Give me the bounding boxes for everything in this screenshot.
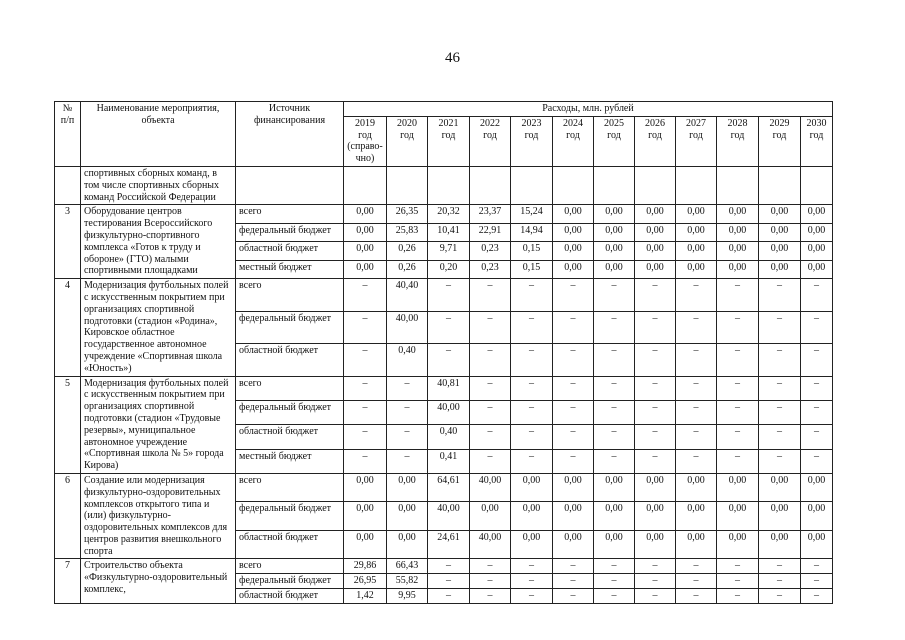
expense-value: 0,00 (759, 205, 801, 223)
expense-value: 0,00 (511, 530, 553, 559)
expense-value: – (428, 559, 470, 574)
expense-value: – (594, 574, 635, 589)
funding-source: областной бюджет (236, 589, 344, 604)
expense-value: – (717, 425, 759, 449)
item-number: 3 (55, 205, 81, 279)
funding-source: федеральный бюджет (236, 311, 344, 343)
expense-value: – (717, 589, 759, 604)
header-year: 2030 год (801, 116, 833, 166)
expense-value: – (594, 311, 635, 343)
expense-value: – (511, 559, 553, 574)
expense-value: – (470, 589, 511, 604)
expense-value: – (635, 344, 676, 376)
expense-value: 0,00 (717, 205, 759, 223)
item-name: Создание или модернизация физкультурно-оздоровительных комплексов открытого типа и (или) физкультурно-оздоровительных комплексов для центров развития внешкольного спорта (81, 473, 236, 559)
expense-value: 26,95 (344, 574, 387, 589)
expense-value: – (470, 279, 511, 311)
expense-value: 0,00 (801, 260, 833, 278)
expense-value: – (553, 400, 594, 424)
expense-value: 0,00 (387, 530, 428, 559)
expense-value: 0,00 (717, 242, 759, 260)
expense-value: – (676, 425, 717, 449)
expense-value: 1,42 (344, 589, 387, 604)
expense-value: 14,94 (511, 223, 553, 241)
expense-value: 0,00 (801, 242, 833, 260)
expense-value: – (676, 400, 717, 424)
expense-value: – (759, 574, 801, 589)
expense-value: – (801, 574, 833, 589)
expense-value: 0,00 (676, 260, 717, 278)
empty-cell (801, 166, 833, 204)
expense-value: 9,71 (428, 242, 470, 260)
item-name: Строительство объекта «Физкультурно-оздоровительный комплекс, (81, 559, 236, 603)
expense-value: 55,82 (387, 574, 428, 589)
expense-value: – (553, 574, 594, 589)
expense-value: 0,00 (594, 242, 635, 260)
header-year: 2029 год (759, 116, 801, 166)
expense-value: 0,00 (676, 473, 717, 502)
expense-value: – (676, 449, 717, 473)
expense-value: – (594, 344, 635, 376)
empty-cell (594, 166, 635, 204)
expense-value: – (553, 589, 594, 604)
expense-value: 0,00 (344, 205, 387, 223)
expense-value: 0,00 (717, 260, 759, 278)
header-year: 2028 год (717, 116, 759, 166)
expense-value: – (470, 400, 511, 424)
expense-value: 25,83 (387, 223, 428, 241)
funding-source: всего (236, 559, 344, 574)
expense-value: – (635, 559, 676, 574)
table-row (55, 559, 833, 574)
expense-value: – (594, 559, 635, 574)
expense-value: 0,26 (387, 260, 428, 278)
expense-value: 0,00 (553, 260, 594, 278)
expense-value: 0,00 (553, 473, 594, 502)
expense-value: 0,00 (801, 530, 833, 559)
item-name: Модернизация футбольных полей с искусственным покрытием при организациях спортивной подготовки (стадион «Трудовые резервы», муниципальное автономное учреждение «Спортивная школа № 5» города Кирова) (81, 376, 236, 473)
item-name: Модернизация футбольных полей с искусственным покрытием при организациях спортивной подготовки (стадион «Родина», Кировское областное государственное автономное учреждение «Спортивная школа «Юность») (81, 279, 236, 376)
expense-value: – (594, 376, 635, 400)
expense-value: – (428, 279, 470, 311)
expense-value: 40,00 (470, 530, 511, 559)
expense-value: – (635, 279, 676, 311)
empty-cell (387, 166, 428, 204)
expense-value: 0,00 (759, 502, 801, 531)
expense-value: – (511, 574, 553, 589)
item-number: 6 (55, 473, 81, 559)
expense-value: – (511, 344, 553, 376)
expense-value: – (387, 376, 428, 400)
expense-value: – (553, 311, 594, 343)
header-num: № п/п (55, 102, 81, 167)
expense-value: – (635, 425, 676, 449)
expense-value: – (344, 425, 387, 449)
expense-value: – (511, 449, 553, 473)
expense-value: – (717, 279, 759, 311)
expense-value: – (635, 574, 676, 589)
expense-value: 0,00 (717, 530, 759, 559)
expense-value: – (470, 311, 511, 343)
funding-source: всего (236, 473, 344, 502)
expense-value: 9,95 (387, 589, 428, 604)
expense-value: 64,61 (428, 473, 470, 502)
expense-value: – (387, 449, 428, 473)
expense-value: 0,00 (676, 205, 717, 223)
expense-value: 0,23 (470, 260, 511, 278)
expenses-table (54, 101, 833, 604)
expense-value: – (553, 449, 594, 473)
table-body (55, 166, 833, 603)
table-row (55, 376, 833, 400)
expense-value: – (344, 279, 387, 311)
header-year: 2021 год (428, 116, 470, 166)
expense-value: 0,00 (553, 502, 594, 531)
continuation-row (55, 166, 833, 204)
expense-value: – (717, 559, 759, 574)
expense-value: – (470, 449, 511, 473)
expense-value: 0,00 (635, 223, 676, 241)
item-number: 7 (55, 559, 81, 603)
expense-value: – (635, 589, 676, 604)
expense-value: – (759, 425, 801, 449)
expense-value: 0,00 (594, 205, 635, 223)
header-name: Наименование мероприятия, объекта (81, 102, 236, 167)
empty-cell (236, 166, 344, 204)
expense-value: 0,00 (344, 473, 387, 502)
expense-value: – (635, 400, 676, 424)
item-number: 5 (55, 376, 81, 473)
expense-value: – (635, 311, 676, 343)
empty-cell (759, 166, 801, 204)
funding-source: всего (236, 376, 344, 400)
expense-value: 0,40 (387, 344, 428, 376)
expense-value: – (344, 400, 387, 424)
expense-value: – (594, 279, 635, 311)
funding-source: областной бюджет (236, 425, 344, 449)
empty-cell (635, 166, 676, 204)
expense-value: – (635, 449, 676, 473)
expense-value: – (344, 376, 387, 400)
expense-value: – (676, 311, 717, 343)
table-row (55, 473, 833, 502)
expense-value: 0,15 (511, 260, 553, 278)
expense-value: 0,00 (759, 242, 801, 260)
expense-value: – (553, 344, 594, 376)
expense-value: 0,00 (594, 260, 635, 278)
expense-value: – (801, 589, 833, 604)
expense-value: 0,41 (428, 449, 470, 473)
expense-value: 0,00 (676, 223, 717, 241)
expense-value: – (387, 425, 428, 449)
expense-value: – (759, 279, 801, 311)
funding-source: всего (236, 205, 344, 223)
expense-value: 0,00 (801, 205, 833, 223)
expense-value: – (801, 344, 833, 376)
expense-value: – (676, 344, 717, 376)
expense-value: 15,24 (511, 205, 553, 223)
funding-source: областной бюджет (236, 530, 344, 559)
expense-value: – (759, 449, 801, 473)
header-year: 2024 год (553, 116, 594, 166)
expense-value: – (759, 376, 801, 400)
expense-value: 24,61 (428, 530, 470, 559)
expense-value: 66,43 (387, 559, 428, 574)
expense-value: 0,00 (470, 502, 511, 531)
expense-value: 0,00 (676, 242, 717, 260)
table-row (55, 205, 833, 223)
expense-value: – (801, 449, 833, 473)
expense-value: 0,00 (635, 502, 676, 531)
expense-value: – (717, 311, 759, 343)
expense-value: 0,00 (676, 502, 717, 531)
header-year: 2019 год (справо-чно) (344, 116, 387, 166)
expense-value: 0,00 (594, 473, 635, 502)
expense-value: 0,00 (717, 223, 759, 241)
expense-value: – (717, 449, 759, 473)
expense-value: – (470, 425, 511, 449)
empty-cell (676, 166, 717, 204)
expense-value: – (801, 376, 833, 400)
expense-value: 0,00 (553, 205, 594, 223)
funding-source: федеральный бюджет (236, 502, 344, 531)
expense-value: – (594, 425, 635, 449)
header-year: 2023 год (511, 116, 553, 166)
expense-value: 29,86 (344, 559, 387, 574)
expense-value: 0,00 (387, 502, 428, 531)
expense-value: – (676, 279, 717, 311)
expense-value: 0,00 (594, 223, 635, 241)
empty-cell (511, 166, 553, 204)
header-year: 2025 год (594, 116, 635, 166)
expense-value: – (511, 311, 553, 343)
header-year: 2026 год (635, 116, 676, 166)
expense-value: – (470, 559, 511, 574)
expense-value: 0,00 (344, 502, 387, 531)
expense-value: 0,23 (470, 242, 511, 260)
empty-cell (717, 166, 759, 204)
expense-value: 0,00 (635, 530, 676, 559)
expense-value: – (676, 574, 717, 589)
empty-cell (428, 166, 470, 204)
expense-value: – (511, 425, 553, 449)
expense-value: 0,00 (676, 530, 717, 559)
expense-value: 0,26 (387, 242, 428, 260)
funding-source: местный бюджет (236, 260, 344, 278)
expense-value: 0,00 (717, 473, 759, 502)
expense-value: 0,00 (344, 223, 387, 241)
expense-value: 40,00 (387, 311, 428, 343)
expense-value: – (470, 376, 511, 400)
expense-value: 0,00 (635, 205, 676, 223)
expense-value: 0,00 (553, 223, 594, 241)
header-expenses: Расходы, млн. рублей (344, 102, 833, 117)
expense-value: – (428, 589, 470, 604)
expense-value: – (759, 559, 801, 574)
expense-value: – (511, 279, 553, 311)
continuation-text: спортивных сборных команд, в том числе спортивных сборных команд Российской Федерации (81, 166, 236, 204)
header-year: 2020 год (387, 116, 428, 166)
expense-value: – (428, 311, 470, 343)
expense-value: 0,00 (594, 502, 635, 531)
expense-value: – (759, 589, 801, 604)
expense-value: – (594, 589, 635, 604)
expense-value: – (594, 400, 635, 424)
expense-value: 0,00 (759, 223, 801, 241)
expense-value: 0,00 (717, 502, 759, 531)
expense-value: – (717, 574, 759, 589)
expense-value: – (344, 311, 387, 343)
empty-cell (553, 166, 594, 204)
expense-value: – (428, 344, 470, 376)
funding-source: областной бюджет (236, 242, 344, 260)
item-number: 4 (55, 279, 81, 376)
expense-value: – (717, 400, 759, 424)
expense-value: 23,37 (470, 205, 511, 223)
expense-value: 0,00 (801, 502, 833, 531)
header-source: Источник финансирования (236, 102, 344, 167)
expense-value: – (801, 400, 833, 424)
expense-value: – (635, 376, 676, 400)
funding-source: федеральный бюджет (236, 574, 344, 589)
funding-source: областной бюджет (236, 344, 344, 376)
expense-value: – (553, 279, 594, 311)
expense-value: 0,15 (511, 242, 553, 260)
expense-value: – (344, 344, 387, 376)
expense-value: 0,00 (344, 260, 387, 278)
page-number: 46 (445, 50, 460, 66)
expense-value: – (553, 559, 594, 574)
expense-value: 0,00 (759, 530, 801, 559)
empty-cell (470, 166, 511, 204)
expense-value: – (801, 311, 833, 343)
expense-value: 0,00 (759, 473, 801, 502)
expense-value: – (553, 425, 594, 449)
expense-value: – (717, 376, 759, 400)
expense-value: 40,40 (387, 279, 428, 311)
expense-value: – (759, 344, 801, 376)
expense-value: 0,00 (553, 530, 594, 559)
expense-value: – (470, 574, 511, 589)
expense-value: – (511, 589, 553, 604)
expense-value: – (801, 559, 833, 574)
expense-value: 0,00 (553, 242, 594, 260)
expense-value: 20,32 (428, 205, 470, 223)
expense-value: 40,81 (428, 376, 470, 400)
funding-source: местный бюджет (236, 449, 344, 473)
expense-value: 0,00 (387, 473, 428, 502)
expense-value: 10,41 (428, 223, 470, 241)
expense-value: 22,91 (470, 223, 511, 241)
expense-value: 40,00 (470, 473, 511, 502)
expense-value: – (553, 376, 594, 400)
expense-value: 0,00 (635, 260, 676, 278)
expense-value: – (759, 311, 801, 343)
expense-value: 0,00 (635, 242, 676, 260)
expense-value: 0,00 (511, 502, 553, 531)
expense-value: 0,00 (759, 260, 801, 278)
expense-value: 0,40 (428, 425, 470, 449)
expense-value: 0,00 (511, 473, 553, 502)
expense-value: 0,00 (635, 473, 676, 502)
expense-value: 40,00 (428, 502, 470, 531)
expense-value: – (594, 449, 635, 473)
expense-value: – (387, 400, 428, 424)
funding-source: всего (236, 279, 344, 311)
header-year: 2027 год (676, 116, 717, 166)
expense-value: – (511, 376, 553, 400)
expense-value: 0,00 (801, 223, 833, 241)
empty-cell (344, 166, 387, 204)
expense-value: – (676, 559, 717, 574)
expense-value: – (676, 376, 717, 400)
funding-source: федеральный бюджет (236, 223, 344, 241)
continuation-num (55, 166, 81, 204)
expense-value: – (801, 425, 833, 449)
table-row (55, 279, 833, 311)
header-year: 2022 год (470, 116, 511, 166)
expense-value: 0,20 (428, 260, 470, 278)
expense-value: 0,00 (594, 530, 635, 559)
expense-value: – (470, 344, 511, 376)
funding-source: федеральный бюджет (236, 400, 344, 424)
expense-value: 0,00 (344, 242, 387, 260)
expense-value: 26,35 (387, 205, 428, 223)
expense-value: – (676, 589, 717, 604)
expense-value: 0,00 (344, 530, 387, 559)
expense-value: – (511, 400, 553, 424)
expense-value: – (717, 344, 759, 376)
expense-value: – (344, 449, 387, 473)
expense-value: – (801, 279, 833, 311)
expense-value: – (428, 574, 470, 589)
item-name: Оборудование центров тестирования Всероссийского физкультурно-спортивного комплекса «Готов к труду и обороне» (ГТО) малыми спортивными площадками (81, 205, 236, 279)
expense-value: 0,00 (801, 473, 833, 502)
expense-value: – (759, 400, 801, 424)
expense-value: 40,00 (428, 400, 470, 424)
